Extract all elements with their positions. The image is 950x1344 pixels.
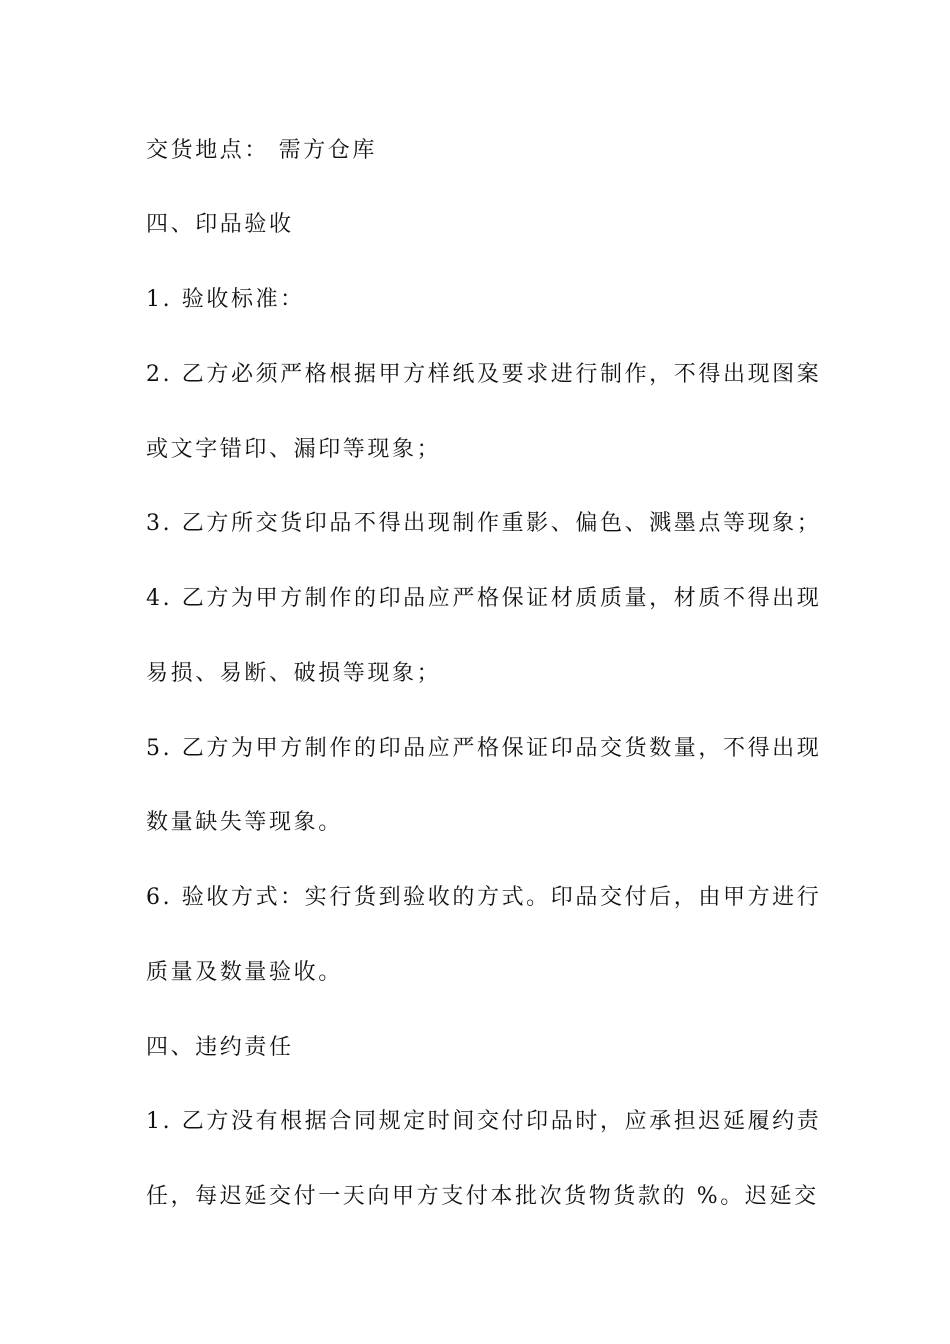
section-heading-liability: 四、违约责任 [146, 1035, 294, 1060]
clause-line: 任，每迟延交付一天向甲方支付本批次货物货款的 %。迟延交 [146, 1184, 819, 1209]
clause-line: 2. 乙方必须严格根据甲方样纸及要求进行制作，不得出现图案 [146, 362, 822, 387]
clause-line: 1. 验收标准： [146, 287, 305, 312]
delivery-location-line: 交货地点： 需方仓库 [146, 138, 377, 163]
clause-line: 5. 乙方为甲方制作的印品应严格保证印品交货数量，不得出现 [146, 736, 822, 761]
clause-line: 易损、易断、破损等现象； [146, 661, 442, 686]
clause-line: 或文字错印、漏印等现象； [146, 437, 442, 462]
clause-line: 6. 验收方式：实行货到验收的方式。印品交付后，由甲方进行 [146, 885, 822, 910]
clause-line: 质量及数量验收。 [146, 960, 343, 985]
clause-line: 3. 乙方所交货印品不得出现制作重影、偏色、溅墨点等现象； [146, 511, 822, 536]
section-heading-acceptance: 四、印品验收 [146, 212, 294, 237]
clause-line: 4. 乙方为甲方制作的印品应严格保证材质质量，材质不得出现 [146, 586, 822, 611]
clause-line: 1. 乙方没有根据合同规定时间交付印品时，应承担迟延履约责 [146, 1109, 822, 1134]
clause-line: 数量缺失等现象。 [146, 810, 343, 835]
